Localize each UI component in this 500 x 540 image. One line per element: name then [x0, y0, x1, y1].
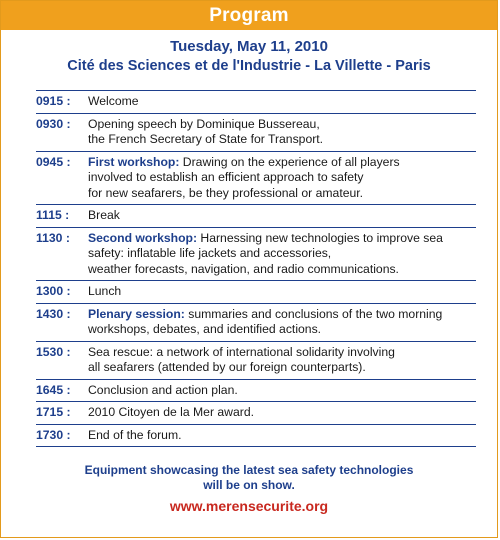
description-line [88, 231, 476, 247]
description-text: Break [88, 208, 120, 222]
description-text: Lunch [88, 284, 122, 298]
session-title: Second workshop: [88, 230, 198, 245]
schedule-row [36, 304, 476, 342]
description-line [88, 428, 476, 444]
description-line [88, 117, 476, 133]
description-line [88, 208, 476, 224]
schedule-time: 1430 : [36, 306, 71, 321]
schedule-row [36, 228, 476, 282]
schedule-time: 1115 : [36, 208, 70, 222]
description-line [88, 170, 476, 186]
description-text: Drawing on the experience of all players [179, 154, 400, 169]
schedule-row [36, 281, 476, 304]
description-text: 2010 Citoyen de la Mer award. [88, 405, 254, 419]
schedule-row [36, 342, 476, 380]
event-venue: Cité des Sciences et de l'Industrie - La Villette - Paris [67, 58, 431, 74]
schedule-row [36, 380, 476, 403]
schedule-row [36, 402, 476, 425]
event-header [1, 37, 497, 76]
description-text: Welcome [88, 94, 139, 108]
schedule-row [36, 205, 476, 228]
schedule-time: 1130 : [36, 230, 70, 245]
description-text: for new seafarers, be they professional or amateur. [88, 185, 364, 200]
schedule-time: 1730 : [36, 427, 71, 442]
schedule-time: 0915 : [36, 94, 71, 108]
schedule-description [88, 307, 476, 338]
description-line [88, 262, 476, 278]
description-text: safety: inflatable life jackets and accessories, [88, 246, 332, 260]
description-text: Harnessing new technologies to improve sea [197, 230, 443, 245]
footer-note-line1: Equipment showcasing the latest sea safety technologies [84, 463, 414, 477]
session-title: First workshop: [88, 154, 180, 169]
description-line [88, 322, 476, 338]
description-line [88, 307, 476, 323]
schedule-description [88, 94, 476, 110]
schedule-time: 0930 : [36, 116, 71, 131]
footer-note [0, 463, 498, 493]
event-date: Tuesday, May 11, 2010 [170, 38, 328, 55]
description-text: all seafarers (attended by our foreign counterparts). [88, 360, 366, 374]
description-line [88, 94, 476, 110]
schedule-time: 1645 : [36, 382, 71, 397]
program-banner [1, 1, 497, 30]
description-line [88, 155, 476, 171]
banner-title: Program [209, 4, 289, 26]
description-text: the French Secretary of State for Transport. [88, 132, 324, 146]
schedule-row [36, 425, 476, 448]
description-text: Conclusion and action plan. [88, 382, 238, 397]
footer-note-line2: will be on show. [203, 478, 295, 492]
description-text: involved to establish an efficient approach to safety [88, 170, 364, 184]
schedule-time: 1715 : [36, 405, 71, 419]
description-line [88, 284, 476, 300]
schedule-row [36, 152, 476, 206]
schedule-description [88, 117, 476, 148]
schedule-description [88, 231, 476, 278]
schedule-description [88, 284, 476, 300]
description-line [88, 132, 476, 148]
session-title: Plenary session: [88, 306, 185, 321]
schedule-description [88, 155, 476, 202]
schedule-description [88, 405, 476, 421]
schedule-time: 0945 : [36, 154, 71, 169]
description-text: workshops, debates, and identified actions. [88, 322, 322, 336]
description-line [88, 405, 476, 421]
schedule-list [36, 90, 476, 447]
schedule-time: 1530 : [36, 344, 71, 359]
description-text: End of the forum. [88, 427, 182, 442]
description-text: Sea rescue: a network of international solidarity involving [88, 344, 395, 359]
description-text: Opening speech by Dominique Bussereau, [88, 116, 320, 131]
schedule-description [88, 345, 476, 376]
schedule-description [88, 428, 476, 444]
schedule-row [36, 114, 476, 152]
description-line [88, 246, 476, 262]
website-link[interactable]: www.merensecurite.org [169, 498, 329, 514]
schedule-time: 1300 : [36, 284, 71, 298]
description-text: summaries and conclusions of the two morning [184, 306, 443, 321]
description-line [88, 383, 476, 399]
description-text: weather forecasts, navigation, and radio communications. [88, 261, 399, 276]
description-line [88, 345, 476, 361]
schedule-description [88, 383, 476, 399]
description-line [88, 186, 476, 202]
schedule-row [36, 90, 476, 114]
description-line [88, 360, 476, 376]
schedule-description [88, 208, 476, 224]
